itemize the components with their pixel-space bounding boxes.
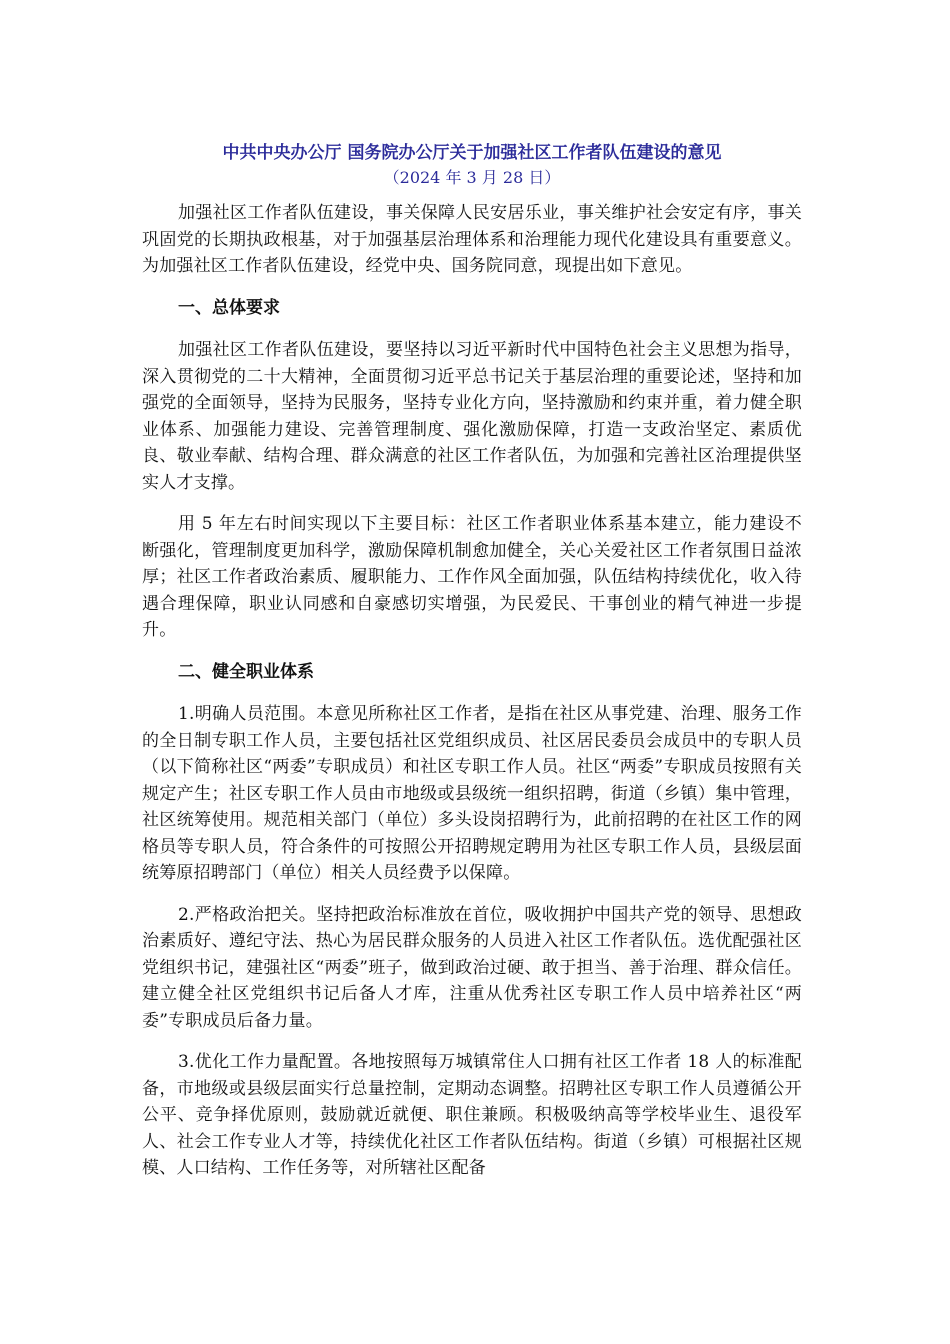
- paragraph: 2.严格政治把关。坚持把政治标准放在首位，吸收拥护中国共产党的领导、思想政治素质好、遵纪守法、热心为居民群众服务的人员进入社区工作者队伍。选优配强社区党组织书记，建强社区“两委”班子，做到政治过硬、敢于担当、善于治理、群众信任。建立健全社区党组织书记后备人才库，注重从优秀社区专职工作人员中培养社区“两委”专职成员后备力量。: [142, 904, 802, 1031]
- paragraph: 3.优化工作力量配置。各地按照每万城镇常住人口拥有社区工作者 18 人的标准配备，市地级或县级层面实行总量控制，定期动态调整。招聘社区专职工作人员遵循公开公平、竞争择优原则，鼓励就近就便、职住兼顾。积极吸纳高等学校毕业生、退役军人、社会工作专业人才等，持续优化社区工作者队伍结构。街道（乡镇）可根据社区规模、人口结构、工作任务等，对所辖社区配备: [142, 1052, 802, 1178]
- intro-paragraph: 加强社区工作者队伍建设，事关保障人民安居乐业，事关维护社会安定有序，事关巩固党的长期执政根基，对于加强基层治理体系和治理能力现代化建设具有重要意义。为加强社区工作者队伍建设，经党中央、国务院同意，现提出如下意见。: [142, 203, 802, 276]
- document-page: [142, 140, 802, 1197]
- section-heading: 二、健全职业体系: [178, 661, 314, 682]
- section-career-system: [142, 659, 802, 1182]
- section-heading: 一、总体要求: [178, 297, 280, 318]
- paragraph: 用 5 年左右时间实现以下主要目标：社区工作者职业体系基本建立，能力建设不断强化，管理制度更加科学，激励保障机制愈加健全，关心关爱社区工作者氛围日益浓厚；社区工作者政治素质、履职能力、工作作风全面加强，队伍结构持续优化，收入待遇合理保障，职业认同感和自豪感切实增强，为民爱民、干事创业的精气神进一步提升。: [142, 514, 802, 640]
- section-general-requirements: [142, 295, 802, 644]
- paragraph: 1.明确人员范围。本意见所称社区工作者，是指在社区从事党建、治理、服务工作的全日制专职工作人员，主要包括社区党组织成员、社区居民委员会成员中的专职人员（以下简称社区“两委”专职成员）和社区专职工作人员。社区“两委”专职成员按照有关规定产生；社区专职工作人员由市地级或县级统一组织招聘，街道（乡镇）集中管理，社区统筹使用。规范相关部门（单位）多头设岗招聘行为，此前招聘的在社区工作的网格员等专职人员，符合条件的可按照公开招聘规定聘用为社区专职工作人员，县级层面统筹原招聘部门（单位）相关人员经费予以保障。: [142, 704, 802, 883]
- paragraph: 加强社区工作者队伍建设，要坚持以习近平新时代中国特色社会主义思想为指导，深入贯彻党的二十大精神，全面贯彻习近平总书记关于基层治理的重要论述，坚持和加强党的全面领导，坚持为民服务，坚持专业化方向，坚持激励和约束并重，着力健全职业体系、加强能力建设、完善管理制度、强化激励保障，打造一支政治坚定、素质优良、敬业奉献、结构合理、群众满意的社区工作者队伍，为加强和完善社区治理提供坚实人才支撑。: [142, 340, 802, 493]
- document-date: （2024 年 3 月 28 日）: [383, 168, 561, 187]
- document-title: 中共中央办公厅 国务院办公厅关于加强社区工作者队伍建设的意见: [222, 143, 722, 163]
